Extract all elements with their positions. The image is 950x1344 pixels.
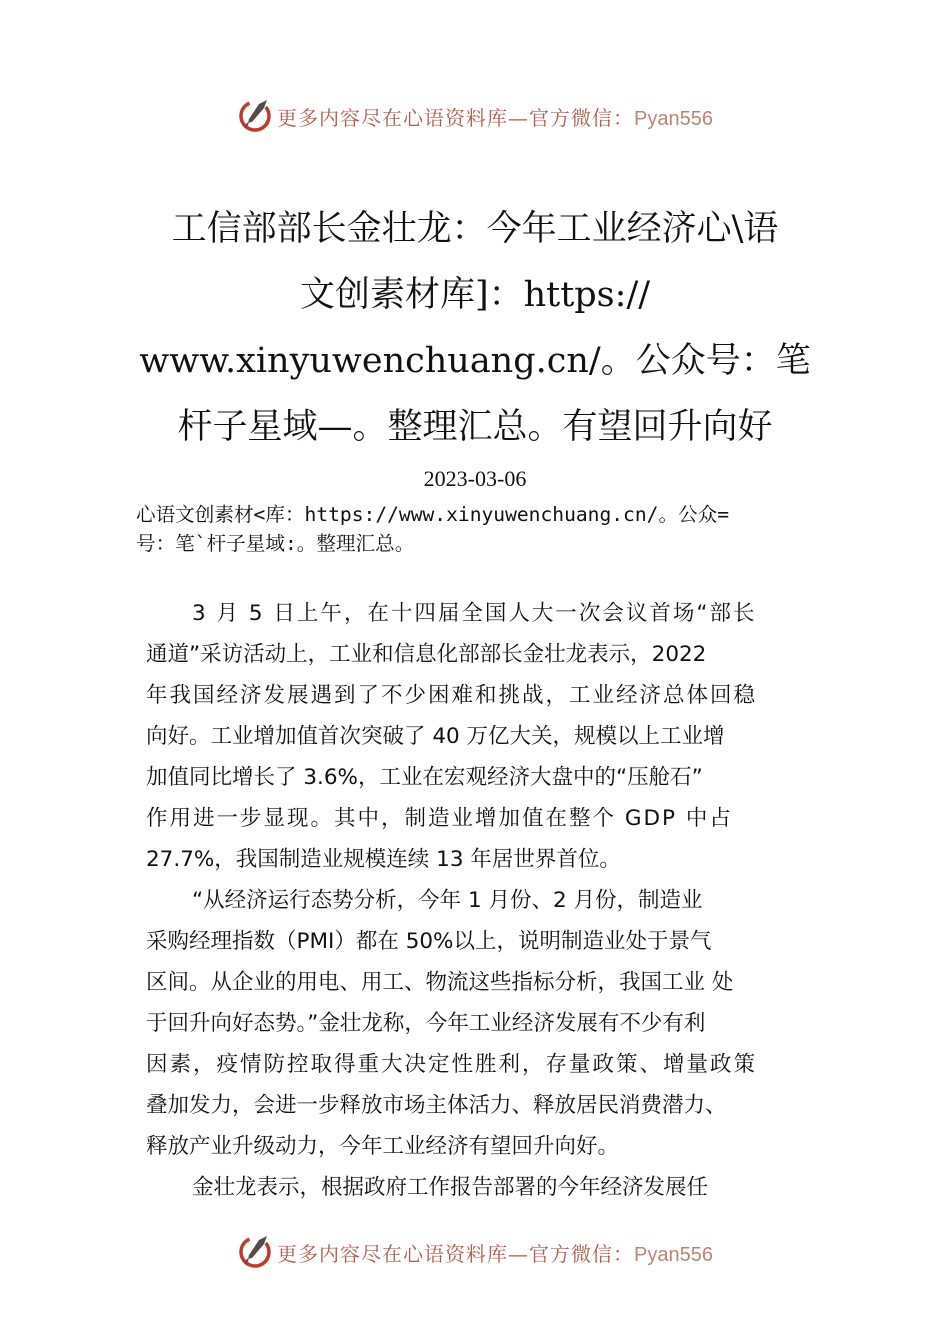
banner-text: 更多内容尽在心语资料库—官方微信：Pyan556 [277,1241,713,1266]
paragraph-line: 3 月 5 日上午，在十四届全国人大一次会议首场“部长 [192,601,757,626]
banner-text: 更多内容尽在心语资料库—官方微信：Pyan556 [277,105,713,130]
title-line: 文创素材库]：https:// [299,275,651,315]
title-line: 杆子星域—。整理汇总。有望回升向好 [177,407,773,447]
header-banner [0,96,950,136]
paragraph-line: “从经济运行态势分析，今年 1 月份、2 月份，制造业 [192,888,703,913]
title-line: www.xinyuwenchuang.cn/。公众号：笔 [139,341,811,381]
title-line: 工信部部长金壮龙：今年工业经济心\语 [171,209,779,249]
pen-logo-icon [237,1234,273,1270]
pen-logo-icon [237,98,273,134]
paragraph-line: 采购经理指数（PMI）都在 50%以上，说明制造业处于景气 [146,929,712,954]
footer-banner [0,1232,950,1272]
paragraph-line: 因素，疫情防控取得重大决定性胜利，存量政策、增量政策 [146,1052,758,1077]
paragraph-line: 向好。工业增加值首次突破了 40 万亿大关，规模以上工业增 [146,724,725,749]
paragraph-line: 27.7%，我国制造业规模连续 13 年居世界首位。 [146,847,621,872]
paragraph-line: 通道”采访活动上，工业和信息化部部长金壮龙表示，2022 [146,642,707,667]
paragraph-line: 作用进一步显现。其中，制造业增加值在整个 GDP 中占 [146,806,733,831]
wechat-id: Pyan556 [634,1243,713,1266]
paragraph-line: 金壮龙表示，根据政府工作报告部署的今年经济发展任 [192,1175,709,1200]
wechat-id: Pyan556 [634,107,713,130]
publish-date: 2023-03-06 [423,466,527,491]
paragraph-line: 区间。从企业的用电、用工、物流这些指标分析，我国工业 处 [146,970,734,995]
paragraph-line: 加值同比增长了 3.6%，工业在宏观经济大盘中的“压舱石” [146,765,703,790]
paragraph-line: 叠加发力，会进一步释放市场主体活力、释放居民消费潜力、 [146,1093,727,1118]
source-line: 心语文创素材<库：https://www.xinyuwenchuang.cn/。公众= [136,503,730,526]
article-title [120,196,830,460]
article-body [146,593,826,1208]
paragraph-line: 于回升向好态势。”金壮龙称，今年工业经济发展有不少有利 [146,1011,706,1036]
paragraph-line: 年我国经济发展遇到了不少困难和挑战，工业经济总体回稳 [146,683,758,708]
source-note [136,500,836,558]
source-line: 号：笔`杆子星域:。整理汇总。 [136,532,415,555]
paragraph-line: 释放产业升级动力，今年工业经济有望回升向好。 [146,1134,620,1159]
